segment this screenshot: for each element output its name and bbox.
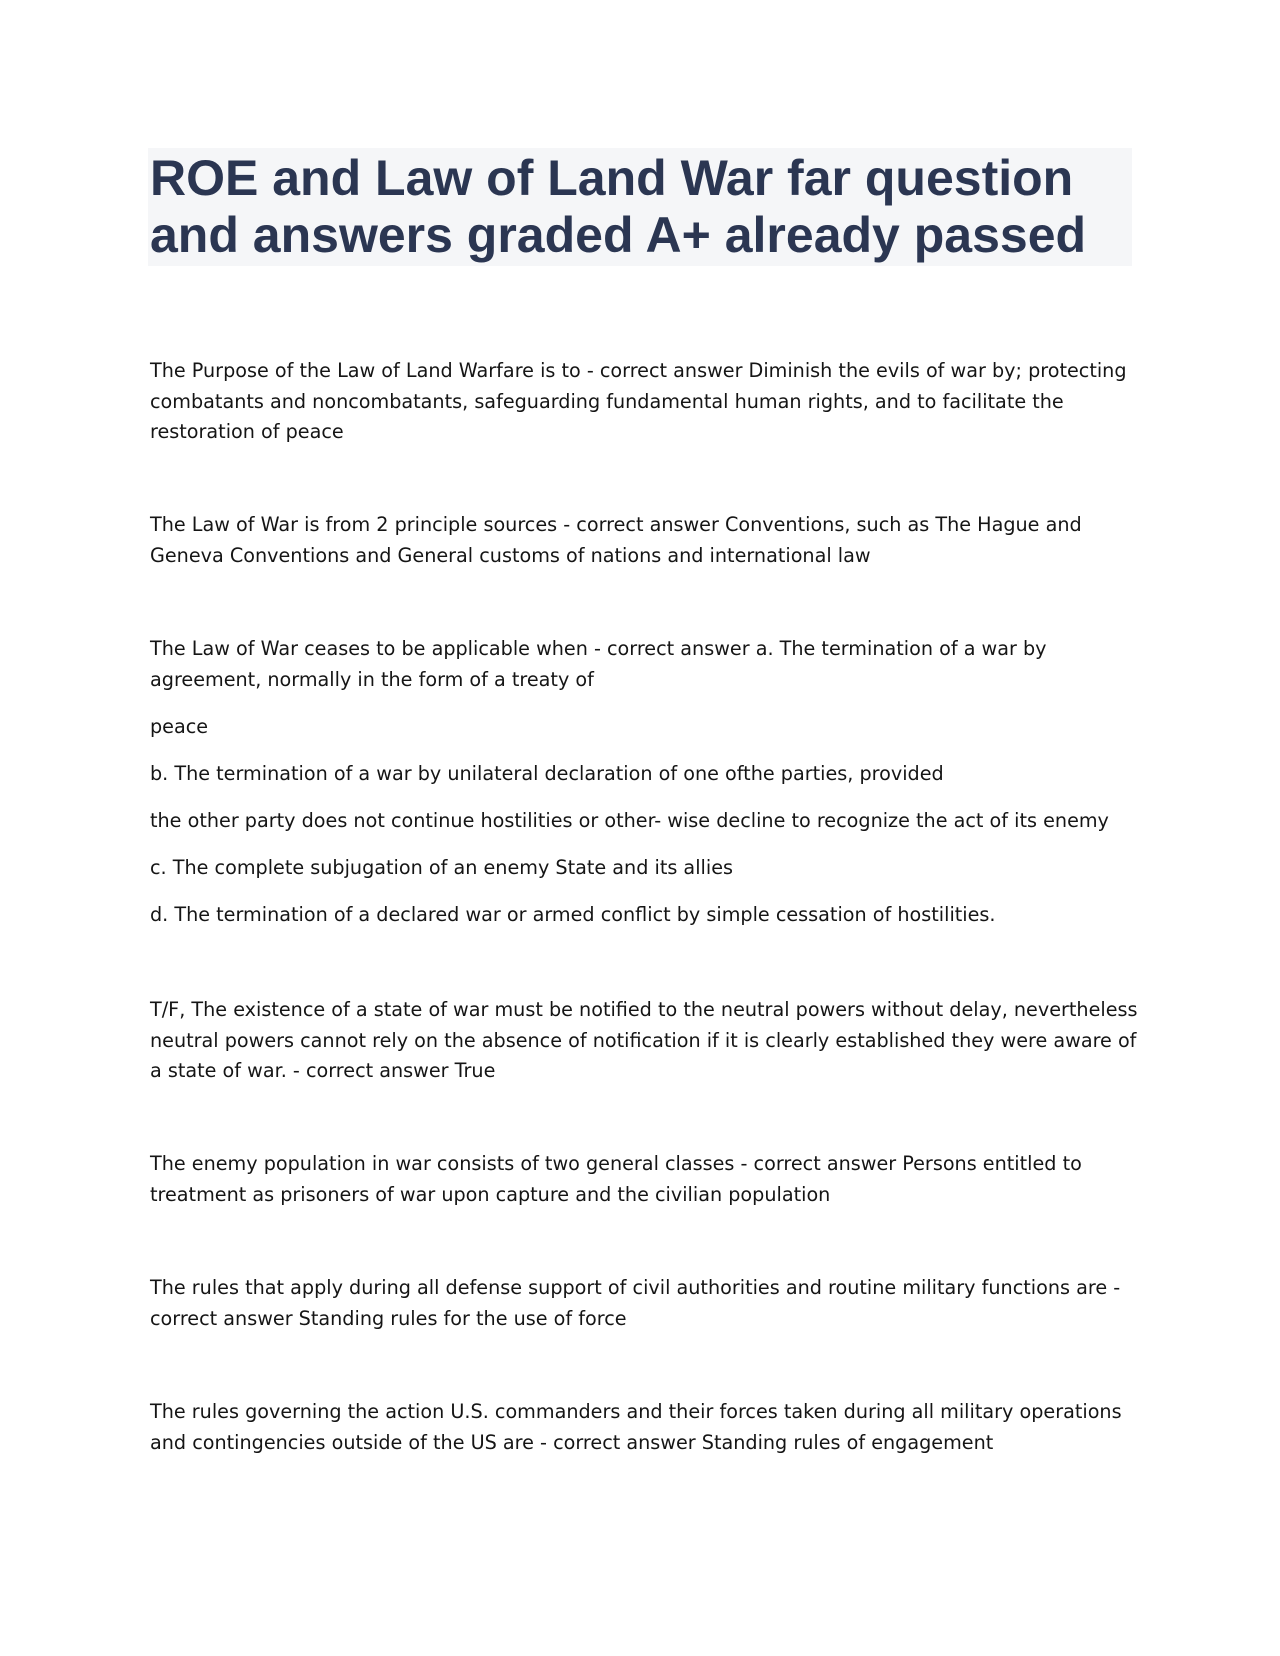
document-title: ROE and Law of Land War far question and answers graded A+ already passed <box>150 150 1087 263</box>
qa-line-option-d: d. The termination of a declared war or armed conflict by simple cessation of hostilities. <box>150 903 996 926</box>
qa-paragraph-sre: The rules governing the action U.S. commanders and their forces taken during all military operations and contingencies outside of the US are - correct answer Standing rules of engagement <box>150 1400 1122 1454</box>
qa-paragraph-ceases-intro: The Law of War ceases to be applicable when - correct answer a. The termination of a war by agreement, normally in the form of a treaty of <box>150 637 1047 691</box>
qa-line-option-b-cont: the other party does not continue hostilities or other- wise decline to recognize the act of its enemy <box>150 809 1109 832</box>
qa-paragraph-enemy-population: The enemy population in war consists of two general classes - correct answer Persons entitled to treatment as prisoners of war upon capture and the civilian population <box>150 1152 1082 1206</box>
qa-paragraph-srf: The rules that apply during all defense support of civil authorities and routine military functions are - correct answer Standing rules for the use of force <box>150 1276 1121 1330</box>
qa-paragraph-sources: The Law of War is from 2 principle sources - correct answer Conventions, such as The Hague and Geneva Conventions and General customs of nations and international law <box>150 513 1082 567</box>
qa-line-option-b: b. The termination of a war by unilateral declaration of one ofthe parties, provided <box>150 762 944 785</box>
qa-paragraph-purpose: The Purpose of the Law of Land Warfare is to - correct answer Diminish the evils of war by; protecting combatants and noncombatants, safeguarding fundamental human rights, and to facilitate the restoration of peace <box>150 359 1127 443</box>
title-block <box>148 148 1132 266</box>
qa-line-option-c: c. The complete subjugation of an enemy State and its allies <box>150 856 733 879</box>
qa-paragraph-notification: T/F, The existence of a state of war must be notified to the neutral powers without delay, nevertheless neutral powers cannot rely on the absence of notification if it is clearly established they were aware of a state of war. - correct answer True <box>150 998 1138 1082</box>
qa-line-peace: peace <box>150 715 209 738</box>
